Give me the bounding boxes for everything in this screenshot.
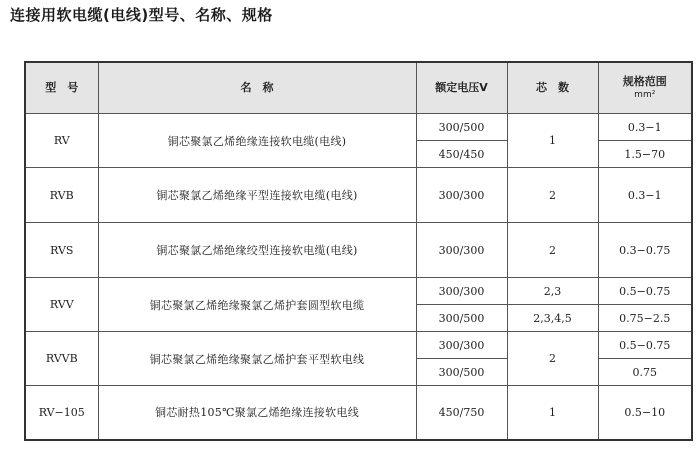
cell-name: 铜芯聚氯乙烯绝缘连接软电缆(电线) [98, 114, 416, 168]
cell-model: RVS [25, 223, 98, 278]
cell-cores: 2 [507, 332, 598, 386]
cell-range: 0.75 [598, 359, 692, 386]
cell-model: RVV [25, 278, 98, 332]
cell-model: RV−105 [25, 386, 98, 440]
cell-voltage: 300/300 [416, 332, 507, 359]
cell-voltage: 300/300 [416, 278, 507, 305]
cell-range: 0.5−10 [598, 386, 692, 440]
cell-range: 0.3−1 [598, 168, 692, 223]
cell-voltage: 300/500 [416, 305, 507, 332]
table-row [25, 168, 692, 223]
cell-range: 0.75−2.5 [598, 305, 692, 332]
cell-name: 铜芯耐热105℃聚氯乙烯绝缘连接软电线 [98, 386, 416, 440]
header-cores: 芯 数 [507, 62, 598, 114]
page-title: 连接用软电缆(电线)型号、名称、规格 [10, 6, 273, 24]
cell-voltage: 300/300 [416, 223, 507, 278]
cell-name: 铜芯聚氯乙烯绝缘聚氯乙烯护套平型软电线 [98, 332, 416, 386]
header-voltage: 额定电压Ⅴ [416, 62, 507, 114]
header-name: 名 称 [98, 62, 416, 114]
cell-voltage: 300/500 [416, 114, 507, 141]
cell-range: 0.3−1 [598, 114, 692, 141]
cell-name: 铜芯聚氯乙烯绝缘绞型连接软电缆(电线) [98, 223, 416, 278]
table-row [25, 386, 692, 440]
cable-spec-table [24, 61, 693, 441]
header-range [598, 62, 692, 114]
cell-model: RVB [25, 168, 98, 223]
table-row [25, 278, 692, 305]
table-header-row [25, 62, 692, 114]
table-row [25, 223, 692, 278]
cell-voltage: 300/300 [416, 168, 507, 223]
cell-voltage: 450/450 [416, 141, 507, 168]
header-model: 型 号 [25, 62, 98, 114]
cell-voltage: 300/500 [416, 359, 507, 386]
cell-cores: 2 [507, 168, 598, 223]
cell-name: 铜芯聚氯乙烯绝缘平型连接软电缆(电线) [98, 168, 416, 223]
cell-voltage: 450/750 [416, 386, 507, 440]
cell-range: 0.3−0.75 [598, 223, 692, 278]
cell-model: RV [25, 114, 98, 168]
cell-cores: 2 [507, 223, 598, 278]
cell-cores: 2,3,4,5 [507, 305, 598, 332]
cell-model: RVVB [25, 332, 98, 386]
table-row [25, 332, 692, 359]
header-range-unit: mm² [634, 90, 656, 101]
cell-range: 0.5−0.75 [598, 332, 692, 359]
cell-name: 铜芯聚氯乙烯绝缘聚氯乙烯护套圆型软电缆 [98, 278, 416, 332]
cell-cores: 1 [507, 386, 598, 440]
cell-range: 1.5−70 [598, 141, 692, 168]
cell-cores: 2,3 [507, 278, 598, 305]
header-range-label: 规格范围 [622, 75, 667, 88]
cell-range: 0.5−0.75 [598, 278, 692, 305]
cell-cores: 1 [507, 114, 598, 168]
table-row [25, 114, 692, 141]
